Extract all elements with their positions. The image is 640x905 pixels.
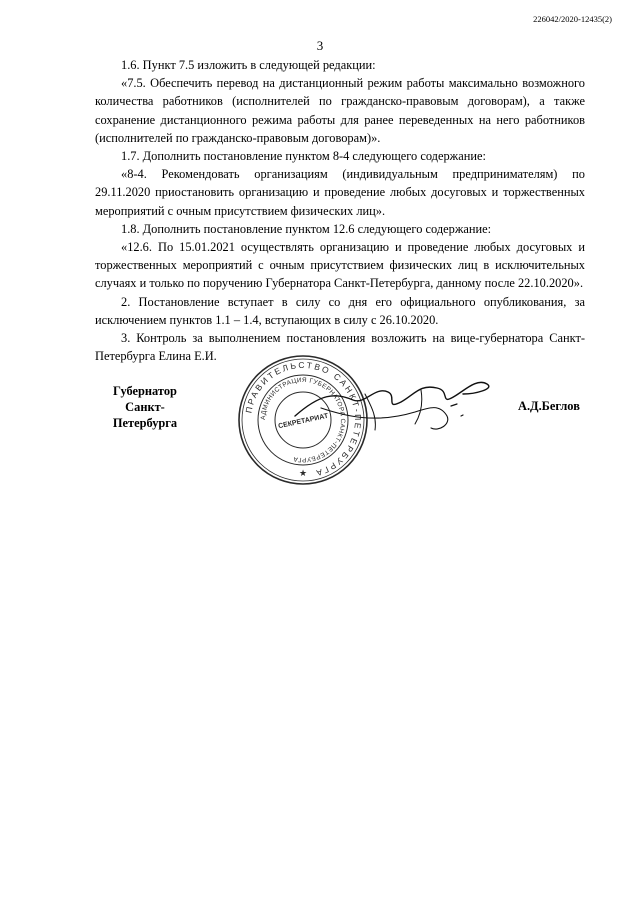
paragraph-1-8: 1.8. Дополнить постановление пунктом 12.6 следующего содержание: (121, 221, 492, 236)
paragraph-8-4: «8-4. Рекомендовать организациям (индивидуальным предпринимателям) по 29.11.2020 приостановить организацию и проведение любых досуговых и торжественных мероприятий с очным присутствием физических лиц». (95, 167, 585, 218)
paragraph-3: 3. Контроль за выполнением постановления возложить на вице-губернатора Санкт-Петербурга Елина Е.И. (95, 331, 585, 364)
paragraph-1-7: 1.7. Дополнить постановление пунктом 8-4 следующего содержание: (121, 149, 486, 164)
paragraph-12-6: «12.6. По 15.01.2021 осуществлять организацию и проведение любых досуговых и торжественных мероприятий с очным присутствием физических лиц в исключительных случаях и только по поручению Губернатора Санкт-Петербурга, данному после 22.10.2020». (95, 240, 585, 291)
signatory-title (95, 383, 195, 431)
signatory-title-line1: Губернатор (113, 384, 177, 398)
seal-outer-text: ПРАВИТЕЛЬСТВО САНКТ-ПЕТЕРБУРГА (243, 359, 364, 479)
official-seal-icon (225, 350, 495, 490)
seal-center-text: СЕКРЕТАРИАТ (277, 412, 329, 431)
signatory-title-line2: Санкт-Петербурга (112, 400, 178, 430)
document-number: 226042/2020-12435(2) (533, 14, 612, 24)
signature-block (0, 359, 640, 500)
document-body (95, 56, 585, 365)
signatory-name: А.Д.Беглов (518, 399, 580, 413)
svg-text:★: ★ (298, 468, 308, 478)
page-number: 3 (316, 38, 324, 53)
paragraph-7-5: «7.5. Обеспечить перевод на дистанционный режим работы максимально возможного количества работников (исполнителей по гражданско-правовым договорам), а также сохранение дистанционного режима работы для ранее переведенных на него работников (исполнителей по гражданско-правовым договорам)». (95, 76, 585, 145)
paragraph-1-6: 1.6. Пункт 7.5 изложить в следующей редакции: (121, 58, 376, 72)
seal-inner-text: АДМИНИСТРАЦИЯ ГУБЕРНАТОРА САНКТ-ПЕТЕРБУРГА (259, 376, 347, 464)
seal-and-signature (225, 350, 495, 490)
paragraph-2: 2. Постановление вступает в силу со дня его официального опубликования, за исключением пунктов 1.1 – 1.4, вступающих в силу с 26.10.2020. (95, 294, 585, 327)
